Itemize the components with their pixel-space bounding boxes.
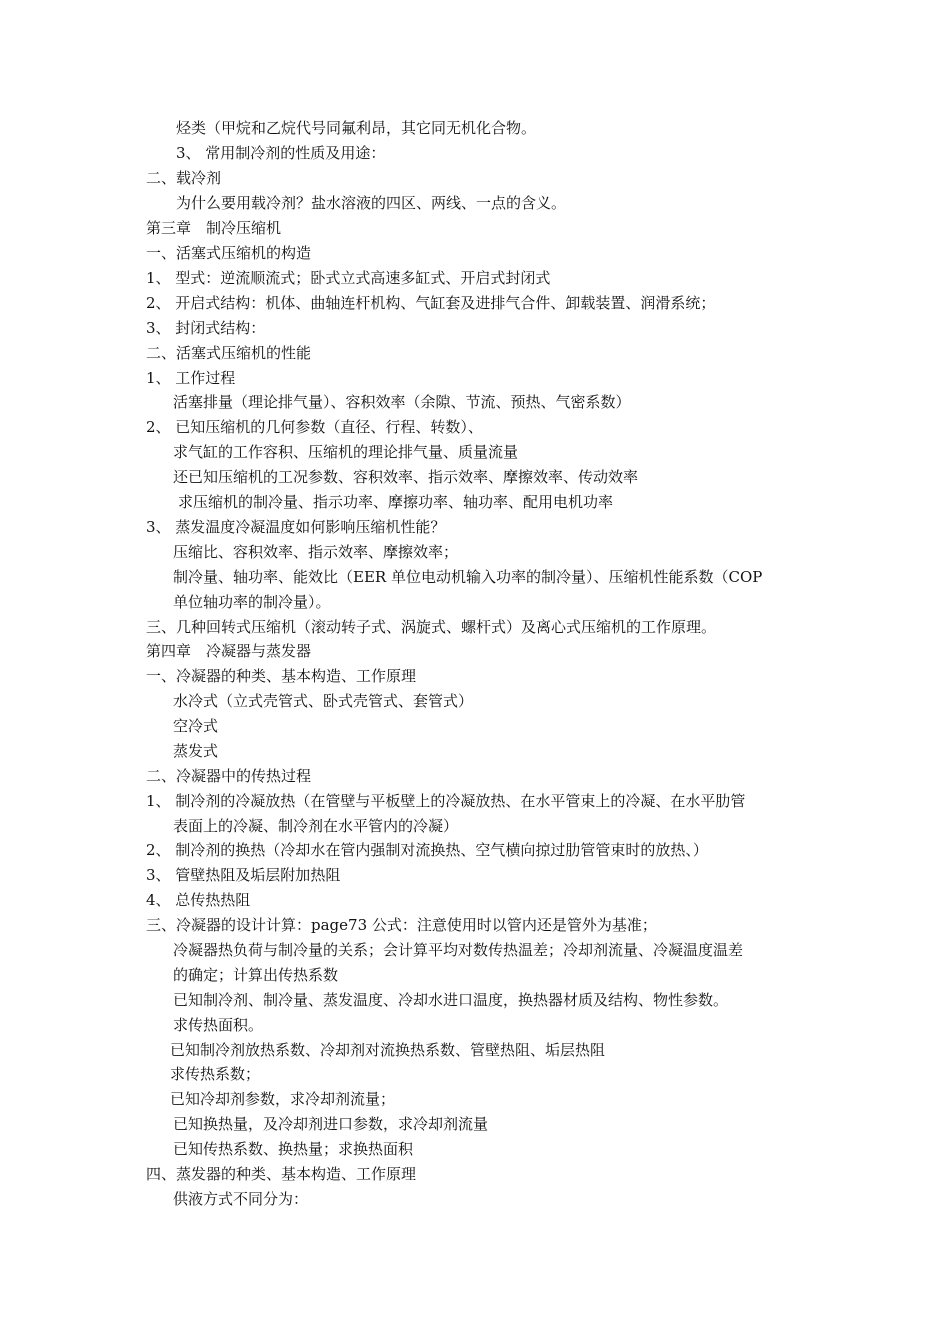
text-line: 已知冷却剂参数，求冷却剂流量；: [170, 1090, 396, 1108]
chapter-heading: 第四章 冷凝器与蒸发器: [146, 642, 312, 660]
list-item: 2、 开启式结构：机体、曲轴连杆机构、气缸套及进排气合件、卸载装置、润滑系统；: [146, 294, 716, 312]
section-heading: 二、活塞式压缩机的性能: [146, 344, 312, 362]
section-heading: 一、冷凝器的种类、基本构造、工作原理: [146, 667, 417, 685]
text-line: 还已知压缩机的工况参数、容积效率、指示效率、摩擦效率、传动效率: [173, 468, 639, 486]
text-line: 求传热系数；: [170, 1065, 261, 1083]
text-line: 烃类（甲烷和乙烷代号同氟利昂，其它同无机化合物。: [176, 119, 537, 137]
text-line: 求压缩机的制冷量、指示功率、摩擦功率、轴功率、配用电机功率: [178, 493, 614, 511]
text-line: 已知制冷剂、制冷量、蒸发温度、冷却水进口温度，换热器材质及结构、物性参数。: [173, 991, 729, 1009]
text-line: 求传热面积。: [173, 1016, 264, 1034]
list-item: 2、 制冷剂的换热（冷却水在管内强制对流换热、空气横向掠过肋管管束时的放热、）: [146, 841, 708, 859]
text-line: 已知传热系数、换热量；求换热面积: [173, 1140, 414, 1158]
text-line: 表面上的冷凝、制冷剂在水平管内的冷凝）: [173, 817, 459, 835]
text-line: 已知制冷剂放热系数、冷却剂对流换热系数、管壁热阻、垢层热阻: [170, 1041, 606, 1059]
list-item: 4、 总传热热阻: [146, 891, 251, 909]
text-line: 供液方式不同分为：: [173, 1190, 309, 1208]
list-item: 3、 蒸发温度冷凝温度如何影响压缩机性能？: [146, 518, 446, 536]
list-item: 1、 工作过程: [146, 369, 236, 387]
text-line: 空冷式: [173, 717, 219, 735]
list-item: 2、 已知压缩机的几何参数（直径、行程、转数）、: [146, 418, 483, 436]
text-line: 单位轴功率的制冷量）。: [173, 593, 331, 611]
section-heading: 三、几种回转式压缩机（滚动转子式、涡旋式、螺杆式）及离心式压缩机的工作原理。: [146, 618, 717, 636]
list-item: 1、 制冷剂的冷凝放热（在管壁与平板壁上的冷凝放热、在水平管束上的冷凝、在水平肋管: [146, 792, 746, 810]
list-item: 1、 型式：逆流顺流式；卧式立式高速多缸式、开启式封闭式: [146, 269, 551, 287]
text-line: 水冷式（立式壳管式、卧式壳管式、套管式）: [173, 692, 474, 710]
text-line: 3、 常用制冷剂的性质及用途：: [176, 144, 386, 162]
text-line: 蒸发式: [173, 742, 219, 760]
text-line: 冷凝器热负荷与制冷量的关系；会计算平均对数传热温差；冷却剂流量、冷凝温度温差: [173, 941, 744, 959]
text-line: 活塞排量（理论排气量）、容积效率（余隙、节流、预热、气密系数）: [173, 393, 631, 411]
section-heading: 二、载冷剂: [146, 169, 222, 187]
list-item: 3、 管壁热阻及垢层附加热阻: [146, 866, 341, 884]
text-line: 压缩比、容积效率、指示效率、摩擦效率；: [173, 543, 459, 561]
chapter-heading: 第三章 制冷压缩机: [146, 219, 282, 237]
text-line: 制冷量、轴功率、能效比（EER 单位电动机输入功率的制冷量）、压缩机性能系数（COP: [173, 568, 763, 586]
text-line: 的确定；计算出传热系数: [173, 966, 339, 984]
text-line: 求气缸的工作容积、压缩机的理论排气量、质量流量: [173, 443, 519, 461]
text-line: 为什么要用载冷剂？盐水溶液的四区、两线、一点的含义。: [176, 194, 567, 212]
section-heading: 二、冷凝器中的传热过程: [146, 767, 312, 785]
section-heading: 三、冷凝器的设计计算：page73 公式：注意使用时以管内还是管外为基准；: [146, 916, 657, 934]
section-heading: 四、蒸发器的种类、基本构造、工作原理: [146, 1165, 417, 1183]
text-line: 已知换热量，及冷却剂进口参数，求冷却剂流量: [173, 1115, 489, 1133]
section-heading: 一、活塞式压缩机的构造: [146, 244, 312, 262]
list-item: 3、 封闭式结构：: [146, 319, 266, 337]
